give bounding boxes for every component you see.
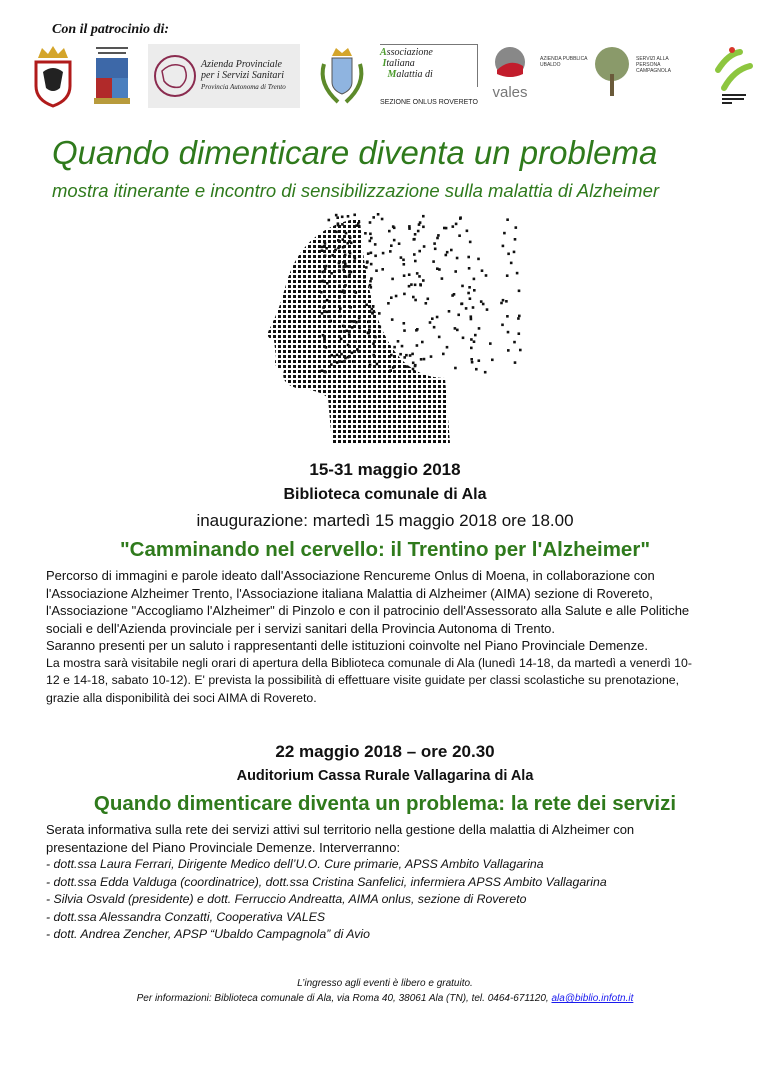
text-line: 12 e 14-18, sabato 10-12). E' prevista la possibilità di effettuare visite guidate per classi scolastiche su prenotazione,: [46, 673, 680, 687]
speaker-item: - dott. Andrea Zencher, APSP “Ubaldo Campagnola” di Avio: [46, 927, 370, 941]
aima-logo: Associazione Italiana Malattia di SEZIONE ONLUS ROVERETO: [380, 44, 478, 108]
event1-place: Biblioteca comunale di Ala: [283, 486, 487, 503]
apsp-campagnola-logo: AZIENDA PUBBLICA UBALDO SERVIZI ALLA PERSONA CAMPAGNOLA: [540, 44, 690, 108]
email-link[interactable]: ala@biblio.infotn.it: [551, 993, 634, 1004]
sponsor-logos: [30, 44, 760, 114]
page-subtitle: mostra itinerante e incontro di sensibilizzazione sulla malattia di Alzheimer: [52, 180, 660, 201]
text-line: presentazione del Piano Provinciale Demenze. Interverranno:: [46, 839, 401, 855]
page-title: Quando dimenticare diventa un problema: [52, 134, 658, 171]
dotted-head-illustration: [240, 208, 540, 448]
event2-place: Auditorium Cassa Rurale Vallagarina di Ala: [236, 768, 534, 784]
comunita-vallagarina-logo: [90, 44, 134, 108]
speaker-item: - Silvia Osvald (presidente) e dott. Ferruccio Andreatta, AIMA onlus, sezione di Rovereto: [46, 892, 527, 906]
event2-description: [46, 821, 736, 944]
text-line: grazie alla disponibilità dei soci AIMA di Rovereto.: [46, 690, 317, 705]
patronage-label: Con il patrocinio di:: [52, 22, 170, 37]
footer: [0, 976, 770, 1006]
text-line: l'Associazione Alzheimer Trento, l'Associazione italiana Malattia di Alzheimer (AIMA) sezione di Rovereto,: [46, 585, 653, 601]
text-line: La mostra sarà visitabile negli orari di apertura della Biblioteca comunale di Ala (lunedì 14-18, da martedì a venerdì 10-: [46, 655, 692, 670]
event1-dates: 15-31 maggio 2018: [309, 460, 461, 479]
event1-opening: inaugurazione: martedì 15 maggio 2018 ore 18.00: [196, 511, 574, 530]
text-line: sociali e dell'Azienda provinciale per i servizi sanitari della Provincia Autonoma di Trento.: [46, 620, 556, 636]
free-entry-note: L’ingresso agli eventi è libero e gratuito.: [297, 978, 473, 989]
text-line: Serata informativa sulla rete dei servizi attivi sul territorio nella gestione della malattia di Alzheimer con: [46, 822, 635, 837]
comune-ala-logo: [312, 44, 372, 108]
event1-description: [46, 567, 736, 707]
vales-logo: vales: [488, 44, 532, 108]
speaker-item: - dott.ssa Alessandra Conzatti, Cooperativa VALES: [46, 909, 326, 924]
text-line: Saranno presenti per un saluto i rappresentanti delle istituzioni coinvolte nel Piano Provinciale Demenze.: [46, 638, 648, 653]
event2-headline: Quando dimenticare diventa un problema: la rete dei servizi: [93, 792, 677, 815]
apss-logo: Azienda Provinciale per i Servizi Sanitari Provincia Autonoma di Trento: [148, 44, 300, 108]
contact-info: [0, 991, 770, 1006]
speaker-item: - dott.ssa Laura Ferrari, Dirigente Medico dell’U.O. Cure primarie, APSS Ambito Vallagarina: [46, 857, 544, 871]
text-line: Percorso di immagini e parole ideato dall'Associazione Rencureme Onlus di Moena, in collaborazione con: [46, 568, 655, 583]
provincia-trento-logo: [30, 44, 76, 108]
event2-date: 22 maggio 2018 – ore 20.30: [275, 742, 495, 761]
event1-headline: "Camminando nel cervello: il Trentino per l'Alzheimer": [119, 538, 651, 561]
biblioteca-ala-logo: [710, 44, 760, 108]
contact-text: Per informazioni: Biblioteca comunale di Ala, via Roma 40, 38061 Ala (TN), tel. 0464-671120,: [136, 993, 552, 1004]
text-line: l'Associazione "Accogliamo l'Alzheimer" di Pinzolo e con il patrocinio dell'Assessorato alla Salute e alle Politiche: [46, 603, 690, 618]
speaker-item: - dott.ssa Edda Valduga (coordinatrice), dott.ssa Cristina Sanfelici, infermiera APSS Ambito Vallagarina: [46, 874, 607, 889]
